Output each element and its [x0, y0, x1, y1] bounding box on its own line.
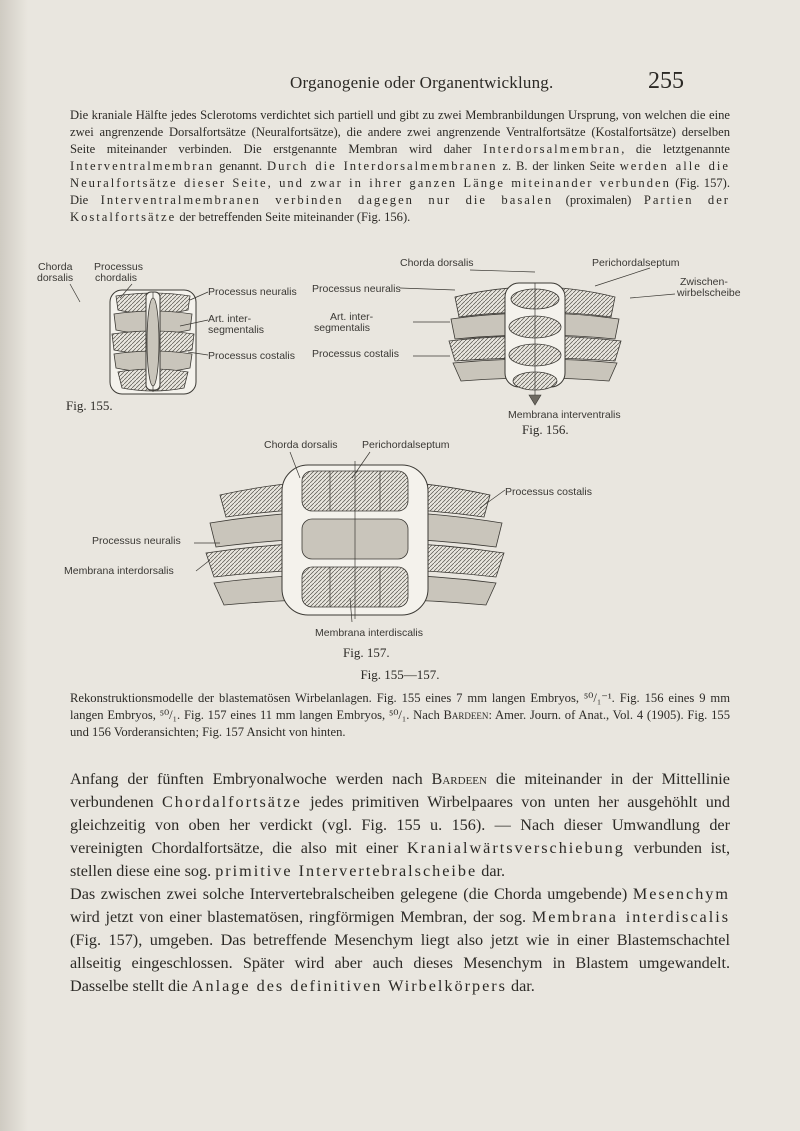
text: die miteinander in der Mittellinie verbundenen — [70, 770, 730, 811]
fig156-label-art2: segmentalis — [314, 322, 371, 334]
text: Anfang der fünften Embryonalwoche werden nach — [70, 770, 432, 788]
text: Fig. 156 eines 9 mm langen Embryos, — [70, 691, 730, 722]
figure-caption — [70, 690, 730, 741]
fig155-label-processus: Processus — [94, 261, 144, 273]
fig157-label-interdiscalis: Membrana interdiscalis — [315, 627, 423, 639]
fig155-label-art2: segmentalis — [208, 324, 265, 336]
text: der betreffenden Seite miteinander (Fig. 156). — [176, 210, 411, 224]
fig155-number: Fig. 155. — [66, 398, 113, 413]
text: Die kraniale Hälfte jedes Sclerotoms verdichtet sich partiell und gibt zu zwei Membranbildungen Ursprung, von welchen die eine zwei angrenzende Dorsalfortsätze (Neuralfortsätze), die andere zwei angrenzende Ventralfortsätze (Kostalfortsätze) derselben Seite miteinander verbinden. Die erstgenannte Membran wird daher — [70, 108, 730, 156]
author-name: Bardeen — [443, 708, 489, 722]
fig156-label-membrana: Membrana interventralis — [508, 409, 621, 421]
fig156-label-perichord: Perichordalseptum — [592, 257, 680, 269]
fig156-label-art1: Art. inter- — [330, 311, 374, 323]
text: (Fig. 157), umgeben. Das betreffende Mesenchym liegt also jetzt wie in einer Blastemschachtel allseitig eingeschlossen. Später wird aber auch dieses Mesenchym in Blastem umgewandelt. Dasselbe stellt die — [70, 931, 730, 995]
fig155-label-art1: Art. inter- — [208, 313, 252, 325]
text: Nach — [409, 708, 444, 722]
fig157-label-chorda: Chorda dorsalis — [264, 439, 338, 451]
paragraph-3 — [70, 883, 730, 998]
emphasis: werden alle die Neuralfortsätze dieser Seite, und zwar in ihrer ganzen Länge miteinander verbunden — [70, 159, 731, 190]
fig155-label-chordalis: chordalis — [95, 272, 138, 284]
fig156-leader-lines — [395, 264, 685, 364]
magnification: ⁵⁰/₁. — [388, 708, 410, 722]
text: z. B. der linken Seite — [497, 159, 620, 173]
fig156-label-neuralis: Processus neuralis — [312, 283, 401, 295]
text: dar. — [506, 977, 535, 995]
text: (proximalen) — [553, 193, 644, 207]
text: Rekonstruktionsmodelle der blastematösen Wirbelanlagen. Fig. 155 eines 7 mm langen Embryos, — [70, 691, 584, 705]
caption-title: Fig. 155—157. — [360, 667, 440, 682]
fig156-label-costalis: Processus costalis — [312, 348, 399, 360]
fig156-number: Fig. 156. — [522, 422, 569, 437]
emphasis: Durch die Interdorsalmembranen — [267, 159, 498, 173]
text: : Amer. Journ. of Anat., Vol. 4 (1905). Fig. 155 und 156 Vorderansichten; Fig. 157 Ansicht von hinten. — [70, 708, 730, 739]
term-membrana-interdiscalis: Membrana interdiscalis — [531, 908, 730, 926]
emphasis: Partien der Kostalfortsätze — [70, 193, 730, 224]
fig157-leader-lines — [180, 448, 520, 623]
body-text — [70, 768, 730, 998]
term-mesenchym: Mesenchym — [632, 885, 730, 903]
fig155-label-costalis: Processus costalis — [208, 350, 295, 362]
fig157-label-perichord: Perichordalseptum — [362, 439, 450, 451]
fig157-label-interdorsalis: Membrana interdorsalis — [64, 565, 174, 577]
text: , die letztgenannte — [621, 142, 730, 156]
magnification: ⁵⁰/₁⁻¹. — [583, 691, 615, 705]
text: verbunden ist, stellen diese eine sog. — [70, 839, 730, 880]
text: genannt. — [214, 159, 268, 173]
term-chordalfortsaetze: Chordalfortsätze — [161, 793, 302, 811]
text: jedes primitiven Wirbelpaares von unten her ausgehöhlt und gleichzeitig von oben her verdickt (vgl. Fig. 155 u. 156). — Nach dieser Umwandlung der vereinigten Chordalfortsätze, die also mit einer — [70, 793, 730, 857]
fig156-label-zwischen2: wirbelscheibe — [677, 287, 741, 299]
term-interdorsalmembran: Interdorsalmembran — [483, 142, 622, 156]
fig156-label-chorda: Chorda dorsalis — [400, 257, 474, 269]
header-title: Organogenie oder Organentwicklung. — [290, 73, 554, 92]
fig156-label-zwischen1: Zwischen- — [680, 276, 728, 288]
text: (Fig. 157). Die — [70, 176, 731, 207]
term-anlage-wirbelkoerper: Anlage des definitiven Wirbelkörpers — [191, 977, 507, 995]
term-primitive-intervertebralscheibe: primitive Intervertebralscheibe — [215, 862, 478, 880]
emphasis: Interventralmembranen verbinden dagegen nur die basalen — [100, 193, 554, 207]
text: Fig. 157 eines 11 mm langen Embryos, — [180, 708, 389, 722]
text: dar. — [477, 862, 506, 880]
paragraph-2 — [70, 768, 730, 883]
term-interventralmembran: Interventralmembran — [70, 159, 215, 173]
fig155-label-dorsalis: dorsalis — [37, 272, 74, 284]
fig157-label-costalis: Processus costalis — [505, 486, 592, 498]
fig157-number: Fig. 157. — [343, 645, 390, 660]
author-name: Bardeen — [431, 770, 487, 788]
fig155-leader-lines — [60, 280, 210, 360]
term-kranialwaertsverschiebung: Kranialwärtsverschiebung — [406, 839, 625, 857]
text: Das zwischen zwei solche Intervertebralscheiben gelegene (die Chorda umgebende) — [70, 885, 633, 903]
fig155-label-neuralis: Processus neuralis — [208, 286, 297, 298]
magnification: ⁵⁰/₁. — [159, 708, 181, 722]
fig157-label-neuralis: Processus neuralis — [92, 535, 181, 547]
text: wird jetzt von einer blastematösen, ringförmigen Membran, der sog. — [70, 908, 532, 926]
fig155-label-chorda: Chorda — [38, 261, 73, 273]
page-number: 255 — [648, 68, 684, 94]
